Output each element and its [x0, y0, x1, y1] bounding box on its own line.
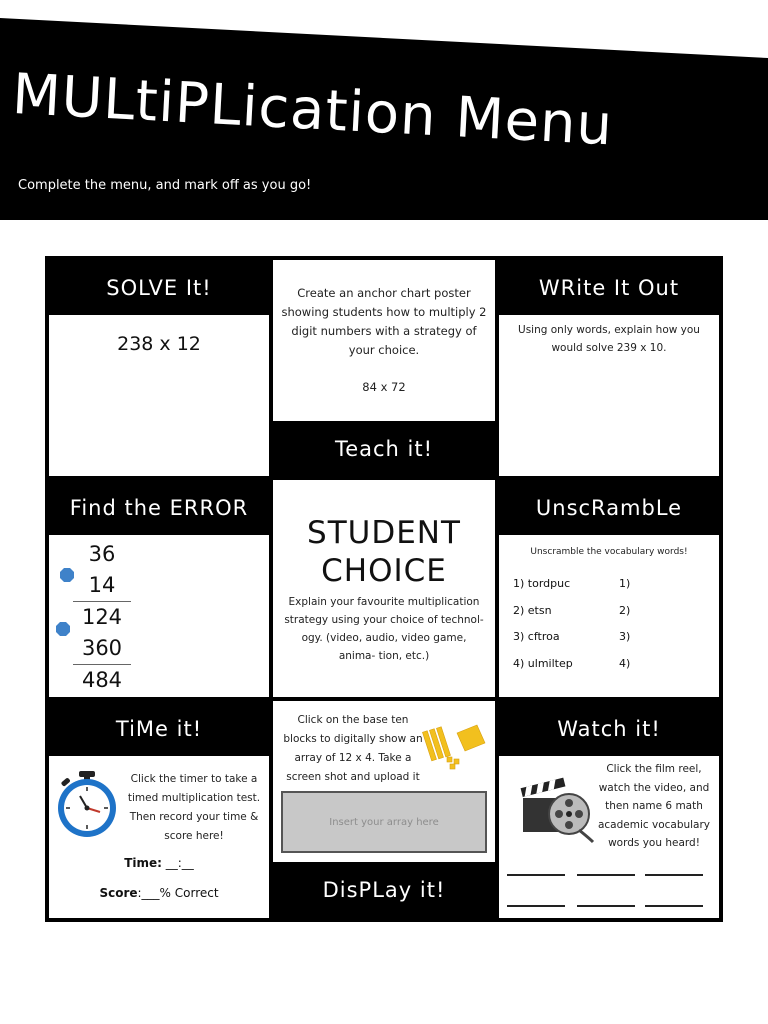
write-it-out-cell — [499, 315, 719, 476]
student-choice-line2: CHOICE — [321, 553, 447, 589]
time-it-title: TiMe it! — [115, 716, 203, 741]
error-line: 360 — [73, 633, 131, 665]
student-choice-text: Explain your favourite multiplication strategy using your choice of technol- ogy. (video, audio, video game, anima- tion, etc.) — [284, 596, 484, 662]
unscramble-instruction: Unscramble the vocabulary words! — [530, 547, 688, 557]
student-choice-line1: STUDENT — [307, 515, 461, 551]
time-label: Time: — [124, 856, 162, 870]
unscramble-word: 3) cftroa — [513, 630, 560, 643]
octagon-marker-icon — [55, 621, 71, 637]
find-the-error-cell — [49, 535, 269, 697]
error-line: 14 — [73, 570, 131, 602]
unscramble-answer-blank[interactable]: 1) — [619, 577, 631, 590]
teach-it-title: Teach it! — [334, 436, 434, 461]
unscramble-answer-blank[interactable]: 2) — [619, 603, 631, 617]
time-record — [49, 856, 269, 870]
vocab-line[interactable] — [507, 905, 565, 907]
vocab-line[interactable] — [577, 874, 635, 876]
find-the-error-title: Find the ERROR — [69, 495, 249, 520]
score-label: Score — [99, 886, 138, 900]
unscramble-answers — [619, 571, 630, 677]
vocab-line[interactable] — [577, 905, 635, 907]
solve-it-cell — [49, 315, 269, 476]
solve-it-problem: 238 x 12 — [117, 333, 201, 355]
array-upload-placeholder[interactable]: Insert your array here — [281, 791, 487, 853]
stopwatch-icon[interactable] — [55, 770, 119, 838]
teach-it-text: Create an anchor chart poster showing students how to multiply 2 digit numbers with a strategy of your choice. — [281, 286, 487, 357]
score-blank[interactable]: :___% Correct — [137, 886, 219, 900]
time-blank[interactable]: __:__ — [165, 856, 194, 870]
teach-it-cell — [273, 260, 495, 421]
unscramble-word: 2) etsn — [513, 603, 552, 617]
vocab-line[interactable] — [645, 874, 703, 876]
vocab-line[interactable] — [507, 874, 565, 876]
write-it-out-title: WRite It Out — [538, 275, 680, 300]
menu-grid — [45, 256, 723, 922]
base-ten-blocks-icon[interactable] — [421, 721, 487, 773]
time-it-text: Click the timer to take a timed multiplication test. Then record your time & score here! — [127, 773, 261, 842]
student-choice-cell — [273, 480, 495, 697]
write-it-out-text: Using only words, explain how you would solve 239 x 10. — [518, 324, 700, 354]
display-it-text: Click on the base ten blocks to digitally show an array of 12 x 4. Take a screen shot and upload it — [283, 714, 423, 783]
unscramble-answer-blank[interactable]: 4) — [619, 656, 631, 670]
error-line: 124 — [81, 605, 123, 629]
unscramble-title: UnscRambLe — [535, 495, 683, 520]
watch-it-text: Click the film reel, watch the video, and then name 6 math academic vocabulary words you heard! — [597, 763, 711, 849]
error-line: 36 — [88, 542, 116, 566]
student-choice-title — [273, 514, 495, 590]
display-it-cell — [273, 701, 495, 862]
vocab-line[interactable] — [645, 905, 703, 907]
error-line: 484 — [81, 668, 123, 692]
score-record — [49, 886, 269, 900]
page-subtitle: Complete the menu, and mark off as you go! — [18, 178, 312, 193]
page-title: MULtiPLication Menu — [10, 62, 615, 159]
unscramble-questions — [513, 571, 573, 677]
film-reel-icon[interactable] — [519, 776, 595, 844]
watch-it-cell — [499, 756, 719, 918]
unscramble-word: 4) ulmiltep — [513, 656, 573, 670]
display-it-title: DisPLay it! — [322, 878, 446, 902]
solve-it-title: SOLVE It! — [106, 275, 212, 300]
error-problem — [73, 539, 131, 696]
time-it-cell — [49, 756, 269, 918]
unscramble-cell — [499, 535, 719, 697]
unscramble-answer-blank[interactable]: 3) — [619, 630, 631, 643]
watch-it-title: Watch it! — [557, 716, 661, 741]
teach-it-problem: 84 x 72 — [362, 380, 406, 394]
unscramble-word: 1) tordpuc — [513, 577, 571, 590]
